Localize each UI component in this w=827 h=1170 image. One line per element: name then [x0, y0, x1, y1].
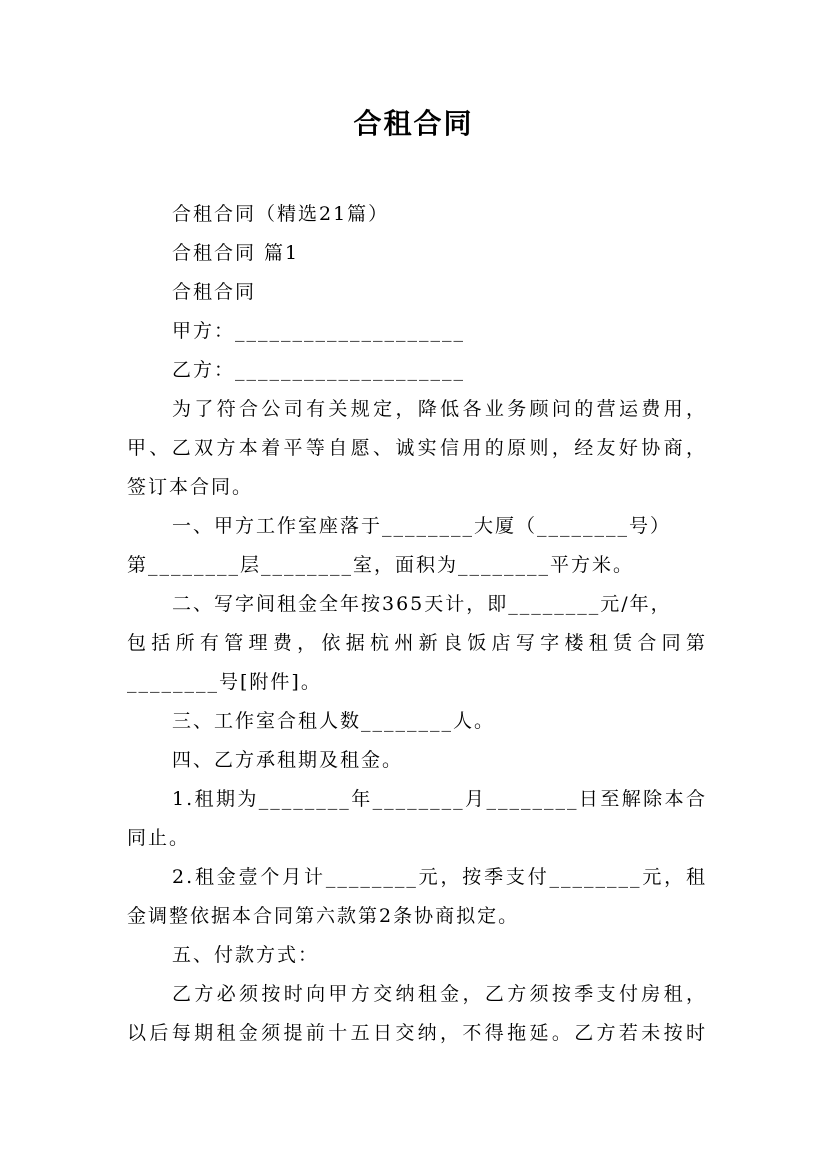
doc-subtitle: 合租合同（精选21篇） [172, 203, 390, 225]
paragraph-line: 乙方必须按时向甲方交纳租金，乙方须按季支付房租， [172, 983, 707, 1005]
clause-line: 第________层________室，面积为________平方米。 [127, 554, 635, 576]
clause-line: 2.租金壹个月计________元，按季支付________元，租 [172, 866, 707, 888]
clause-line: 四、乙方承租期及租金。 [172, 749, 404, 771]
paragraph-line: 以后每期租金须提前十五日交纳，不得拖延。乙方若未按时 [127, 1022, 707, 1044]
document-title: 合租合同 [353, 107, 474, 140]
paragraph-line: 甲、乙双方本着平等自愿、诚实信用的原则，经友好协商， [127, 437, 707, 459]
clause-line: 二、写字间租金全年按365天计，即________元/年， [172, 593, 672, 615]
clause-line: ________号[附件]。 [127, 671, 322, 693]
clause-line: 三、工作室合租人数________人。 [172, 710, 496, 732]
paragraph-line: 签订本合同。 [127, 476, 254, 498]
clause-line: 五、付款方式： [172, 944, 320, 966]
paragraph-line: 为了符合公司有关规定，降低各业务顾问的营运费用， [172, 398, 707, 420]
section-heading: 合租合同 篇1 [172, 242, 300, 264]
clause-line: 包括所有管理费，依据杭州新良饭店写字楼租赁合同第 [127, 632, 707, 654]
clause-line: 金调整依据本合同第六款第2条协商拟定。 [127, 905, 520, 927]
party-b-line: 乙方：____________________ [172, 359, 466, 381]
clause-line: 1.租期为________年________月________日至解除本合 [172, 788, 707, 810]
clause-line: 一、甲方工作室座落于________大厦（________号） [172, 515, 672, 537]
clause-line: 同止。 [127, 827, 191, 849]
party-a-line: 甲方：____________________ [172, 320, 466, 342]
contract-name: 合租合同 [172, 281, 257, 303]
